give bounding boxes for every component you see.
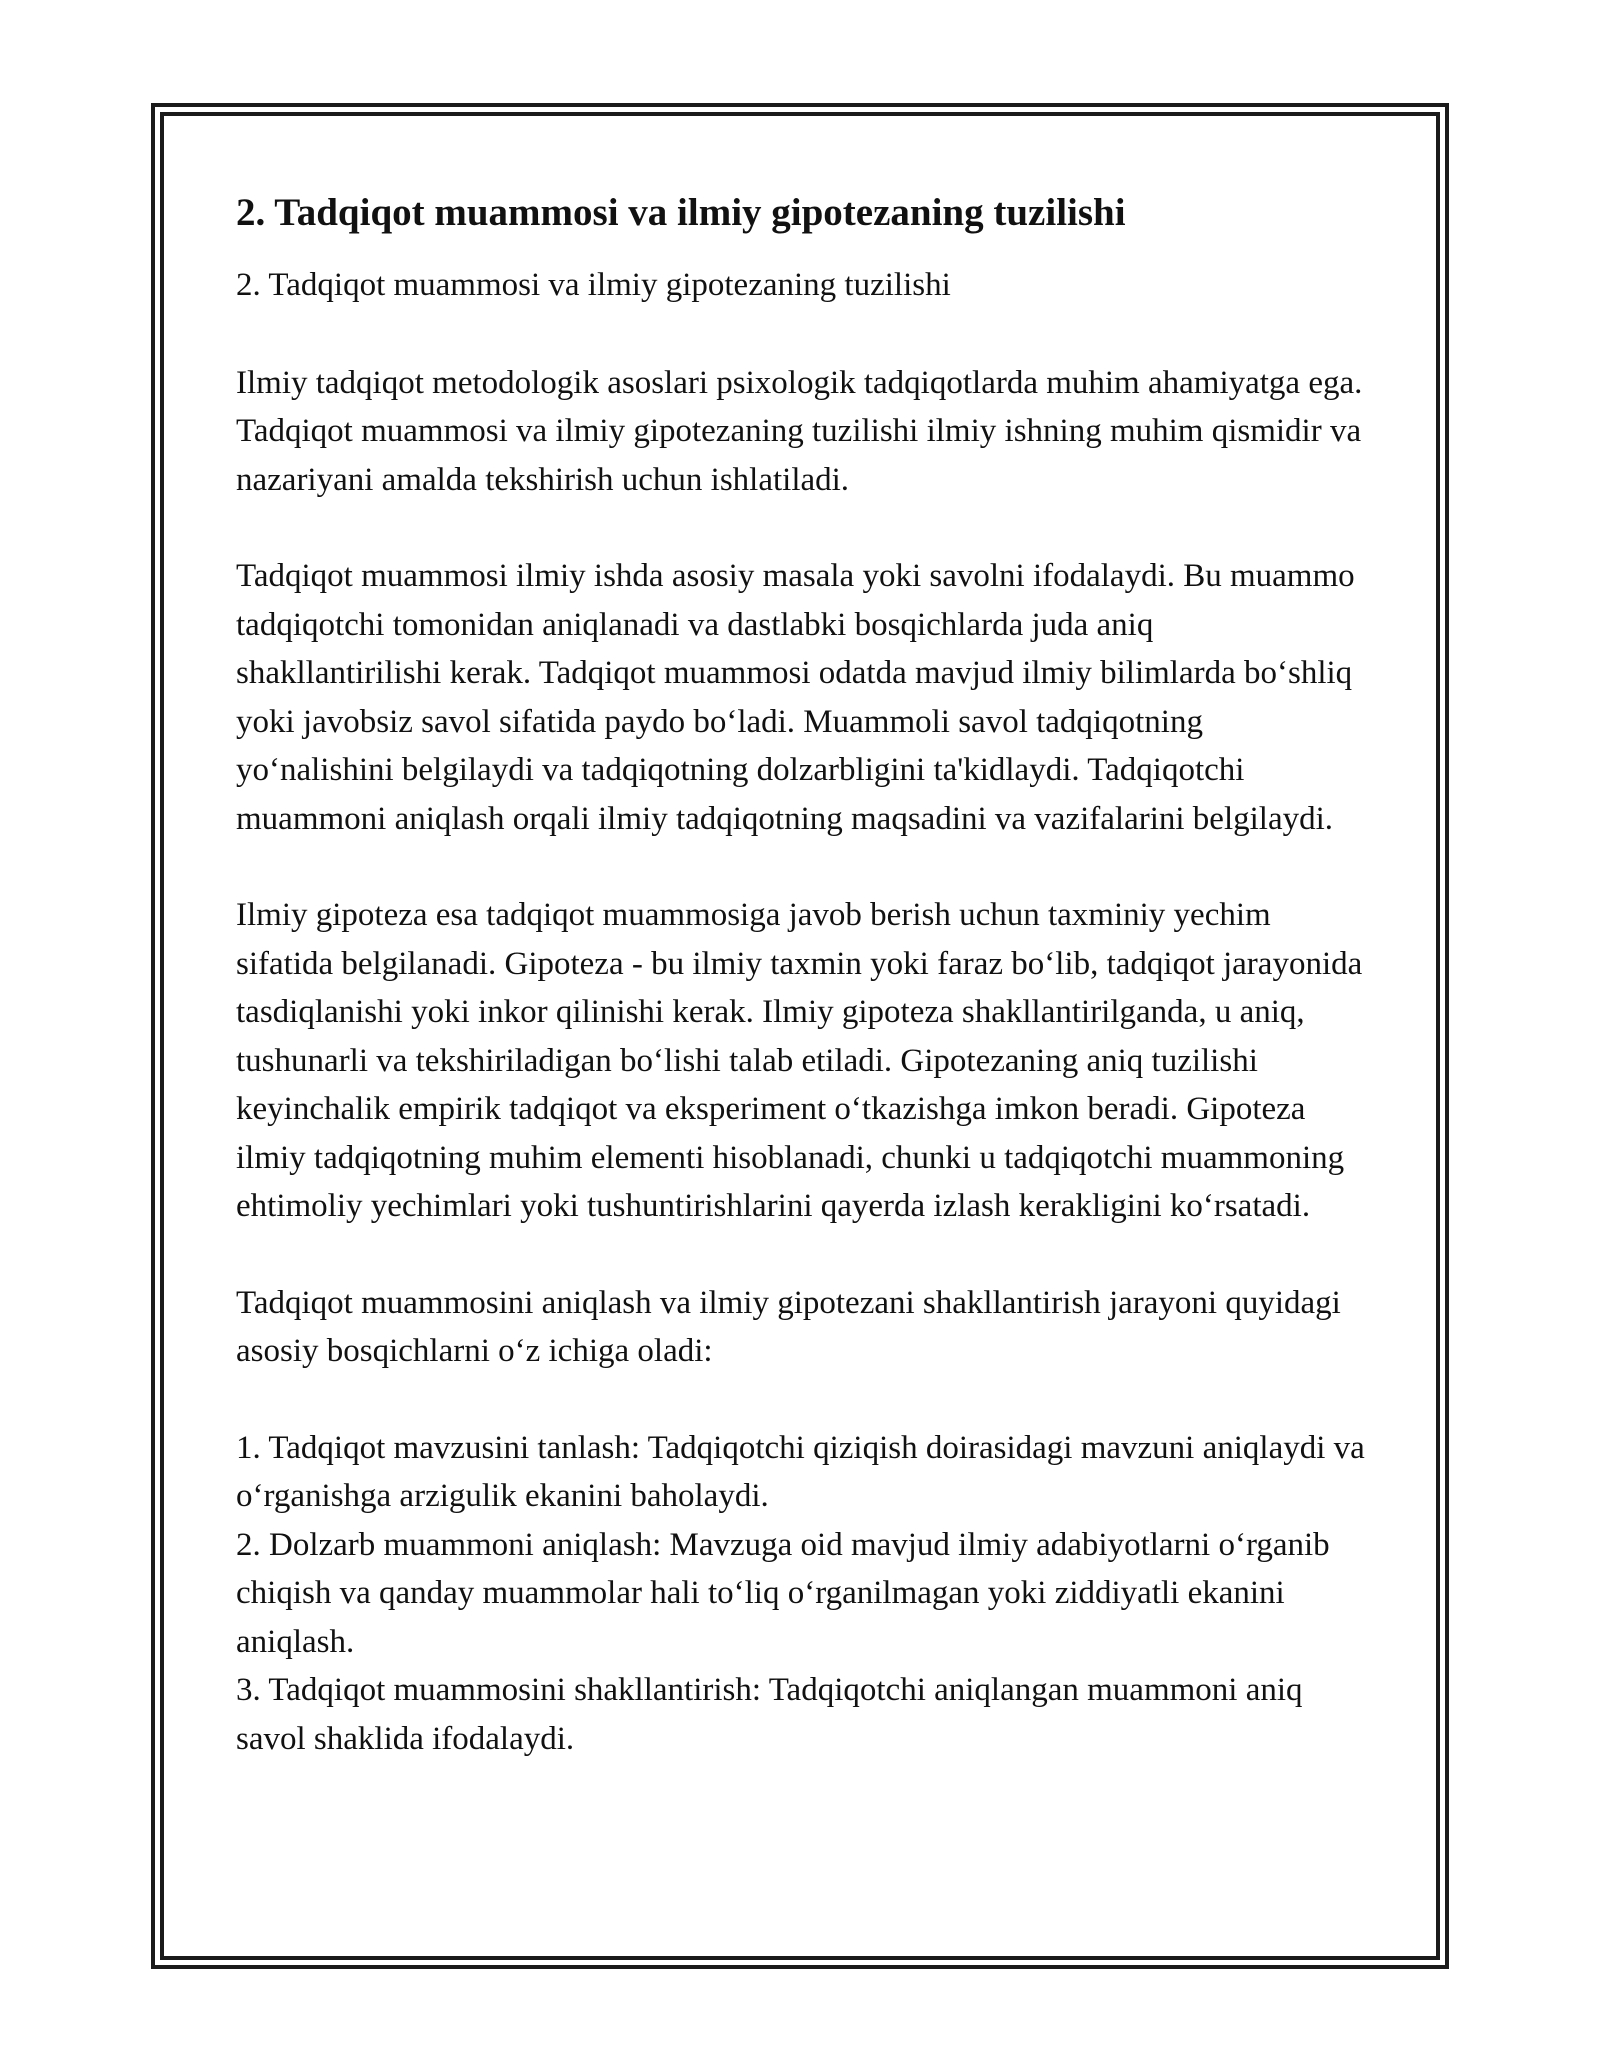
list-item: 1. Tadqiqot mavzusini tanlash: Tadqiqotchi qiziqish doirasidagi mavzuni aniqlaydi va o‘rganishga arzigulik ekanini baholaydi. [236, 1429, 1365, 1514]
document-body [236, 185, 1366, 1763]
paragraph-research-problem: Tadqiqot muammosi ilmiy ishda asosiy masala yoki savolni ifodalaydi. Bu muammo tadqiqotchi tomonidan aniqlanadi va dastlabki bosqichlarda juda aniq shakllantirilishi kerak. Tadqiqot muammosi odatda mavjud ilmiy bilimlarda bo‘shliq yoki javobsiz savol sifatida paydo bo‘ladi. Muammoli savol tadqiqotning yo‘nalishini belgilaydi va tadqiqotning dolzarbligini ta'kidlaydi. Tadqiqotchi muammoni aniqlash orqali ilmiy tadqiqotning maqsadini va vazifalarini belgilaydi. [236, 558, 1355, 837]
section-subheading: 2. Tadqiqot muammosi va ilmiy gipotezaning tuzilishi [236, 267, 951, 303]
paragraph-intro: Ilmiy tadqiqot metodologik asoslari psixologik tadqiqotlarda muhim ahamiyatga ega. Tadqiqot muammosi va ilmiy gipotezaning tuzilishi ilmiy ishning muhim qismidir va nazariyani amalda tekshirish uchun ishlatiladi. [236, 364, 1363, 498]
list-item: 2. Dolzarb muammoni aniqlash: Mavzuga oid mavjud ilmiy adabiyotlarni o‘rganib chiqish va qanday muammolar hali to‘liq o‘rganilmagan yoki ziddiyatli ekanini aniqlash. [236, 1526, 1330, 1660]
paragraph-stages-intro: Tadqiqot muammosini aniqlash va ilmiy gipotezani shakllantirish jarayoni quyidagi asosiy bosqichlarni o‘z ichiga oladi: [236, 1284, 1341, 1369]
stages-list [236, 1424, 1366, 1764]
list-item: 3. Tadqiqot muammosini shakllantirish: Tadqiqotchi aniqlangan muammoni aniq savol shaklida ifodalaydi. [236, 1672, 1303, 1757]
section-heading: 2. Tadqiqot muammosi va ilmiy gipotezaning tuzilishi [236, 191, 1126, 234]
paragraph-hypothesis: Ilmiy gipoteza esa tadqiqot muammosiga javob berish uchun taxminiy yechim sifatida belgilanadi. Gipoteza - bu ilmiy taxmin yoki faraz bo‘lib, tadqiqot jarayonida tasdiqlanishi yoki inkor qilinishi kerak. Ilmiy gipoteza shakllantirilganda, u aniq, tushunarli va tekshiriladigan bo‘lishi talab etiladi. Gipotezaning aniq tuzilishi keyinchalik empirik tadqiqot va eksperiment o‘tkazishga imkon beradi. Gipoteza ilmiy tadqiqotning muhim elementi hisoblanadi, chunki u tadqiqotchi muammoning ehtimoliy yechimlari yoki tushuntirishlarini qayerda izlash kerakligini ko‘rsatadi. [236, 897, 1363, 1224]
